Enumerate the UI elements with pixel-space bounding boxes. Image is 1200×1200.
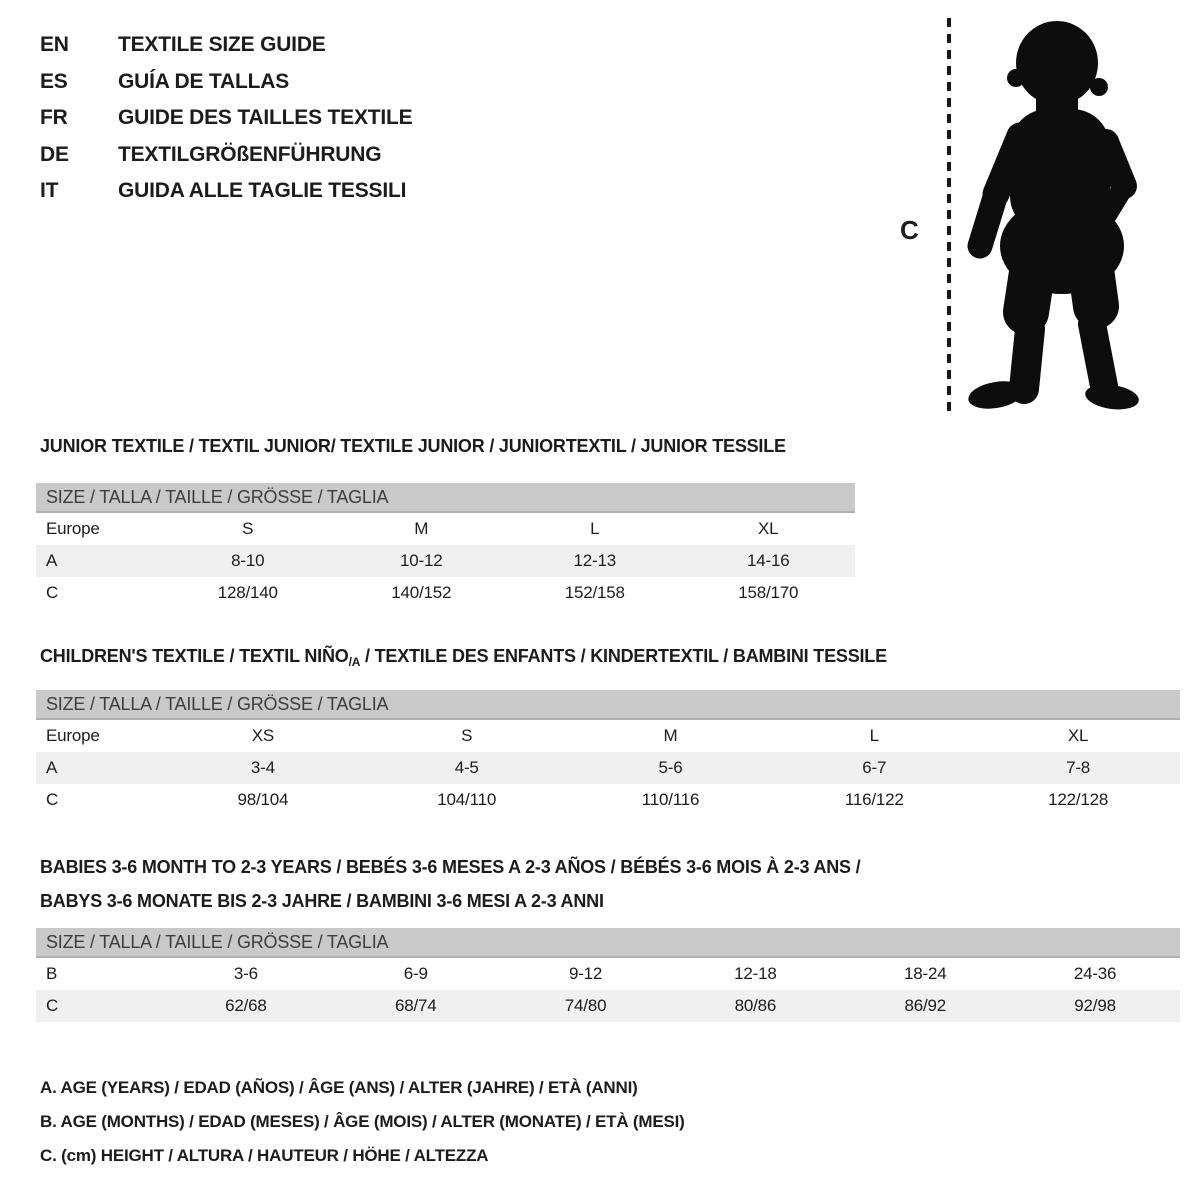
junior-size-table-block: [36, 483, 855, 609]
size-cell: M: [663, 726, 678, 745]
babies-title-line-2: BABYS 3-6 MONATE BIS 2-3 JAHRE / BAMBINI 3-6 MESI A 2-3 ANNI: [40, 891, 604, 911]
lang-title: TEXTILE SIZE GUIDE: [118, 33, 326, 57]
value-cell: 104/110: [437, 790, 497, 809]
value-cell: 3-6: [233, 964, 258, 983]
height-row: [36, 784, 1180, 816]
value-cell: 6-9: [403, 964, 428, 983]
children-title-after: / TEXTILE DES ENFANTS / KINDERTEXTIL / BAMBINI TESSILE: [360, 646, 887, 666]
height-measure-label: C: [900, 215, 919, 245]
size-cell: S: [242, 519, 254, 538]
lang-title: GUÍA DE TALLAS: [118, 69, 290, 93]
row-label-cell: Europe: [46, 726, 100, 745]
footnote-b: B. AGE (MONTHS) / EDAD (MESES) / ÂGE (MOIS) / ALTER (MONATE) / ETÀ (MESI): [40, 1112, 685, 1131]
footnote-c: C. (cm) HEIGHT / ALTURA / HAUTEUR / HÖHE / ALTEZZA: [40, 1146, 489, 1165]
toddler-silhouette-icon: [958, 14, 1142, 416]
size-cell: XL: [758, 519, 779, 538]
value-cell: 5-6: [658, 758, 683, 777]
lang-code: EN: [40, 33, 69, 57]
value-cell: 9-12: [568, 964, 603, 983]
value-cell: 62/68: [225, 996, 267, 1015]
size-header-bar: SIZE / TALLA / TAILLE / GRÖSSE / TAGLIA: [36, 483, 855, 513]
children-size-table: [36, 720, 1180, 816]
value-cell: 14-16: [747, 551, 790, 570]
value-cell: 74/80: [564, 996, 607, 1015]
height-row: [36, 577, 855, 609]
size-label-row: [36, 513, 855, 545]
value-cell: 8-10: [231, 551, 265, 570]
junior-size-table: [36, 513, 855, 609]
age-row: [36, 752, 1180, 784]
value-cell: 12-13: [573, 551, 616, 570]
lang-row-es: [40, 64, 412, 101]
value-cell: 128/140: [217, 583, 278, 602]
children-size-table-block: [36, 690, 1180, 816]
lang-code: DE: [40, 142, 69, 166]
lang-title: GUIDE DES TAILLES TEXTILE: [118, 106, 413, 130]
row-label-cell: C: [46, 583, 59, 602]
value-cell: 152/158: [564, 583, 625, 602]
value-cell: 98/104: [237, 790, 289, 809]
height-row: [36, 990, 1180, 1022]
value-cell: 4-5: [454, 758, 479, 777]
row-label-cell: A: [46, 758, 58, 777]
lang-row-it: [40, 173, 412, 210]
footnotes: [40, 1071, 685, 1173]
lang-code: IT: [40, 179, 59, 203]
value-cell: 18-24: [903, 964, 947, 983]
value-cell: 7-8: [1066, 758, 1091, 777]
row-label-cell: Europe: [46, 519, 100, 538]
lang-row-en: [40, 27, 412, 64]
size-label-row: [36, 720, 1180, 752]
size-cell: S: [461, 726, 473, 745]
babies-size-table-block: [36, 928, 1180, 1022]
age-row: [36, 545, 855, 577]
value-cell: 110/116: [641, 790, 700, 809]
value-cell: 10-12: [400, 551, 443, 570]
junior-section-title: JUNIOR TEXTILE / TEXTIL JUNIOR/ TEXTILE JUNIOR / JUNIORTEXTIL / JUNIOR TESSILE: [40, 436, 786, 456]
babies-size-table: [36, 958, 1180, 1022]
value-cell: 86/92: [904, 996, 946, 1015]
size-cell: L: [590, 519, 600, 538]
value-cell: 3-4: [250, 758, 275, 777]
row-label-cell: C: [46, 790, 59, 809]
lang-row-de: [40, 137, 412, 174]
value-cell: 12-18: [734, 964, 777, 983]
size-cell: L: [869, 726, 879, 745]
value-cell: 116/122: [844, 790, 904, 809]
lang-code: ES: [40, 69, 68, 93]
size-cell: M: [414, 519, 429, 538]
size-header-bar: SIZE / TALLA / TAILLE / GRÖSSE / TAGLIA: [36, 690, 1180, 720]
lang-row-fr: [40, 100, 412, 137]
children-title-before: CHILDREN'S TEXTILE / TEXTIL NIÑO: [40, 646, 349, 666]
size-cell: XS: [251, 726, 275, 745]
row-label-cell: C: [46, 996, 59, 1015]
value-cell: 122/128: [1048, 790, 1109, 809]
row-label-cell: A: [46, 551, 58, 570]
value-cell: 158/170: [738, 583, 799, 602]
value-cell: 140/152: [391, 583, 452, 602]
row-label-cell: B: [46, 964, 58, 983]
size-cell: XL: [1067, 726, 1089, 745]
children-section-title: [40, 646, 887, 667]
lang-title: GUIDA ALLE TAGLIE TESSILI: [118, 179, 407, 203]
value-cell: 6-7: [862, 758, 887, 777]
children-title-sub: /A: [348, 655, 361, 669]
footnote-a: A. AGE (YEARS) / EDAD (AÑOS) / ÂGE (ANS) / ALTER (JAHRE) / ETÀ (ANNI): [40, 1078, 638, 1097]
height-measure-dashed-line: [947, 18, 951, 415]
lang-title: TEXTILGRÖßENFÜHRUNG: [118, 142, 382, 166]
size-header-bar: SIZE / TALLA / TAILLE / GRÖSSE / TAGLIA: [36, 928, 1180, 958]
value-cell: 80/86: [734, 996, 777, 1015]
babies-title-line-1: BABIES 3-6 MONTH TO 2-3 YEARS / BEBÉS 3-6 MESES A 2-3 AÑOS / BÉBÉS 3-6 MOIS À 2-3 ANS /: [40, 857, 861, 877]
language-legend: [40, 27, 412, 210]
value-cell: 92/98: [1074, 996, 1116, 1015]
age-months-row: [36, 958, 1180, 990]
value-cell: 68/74: [394, 996, 437, 1015]
lang-code: FR: [40, 106, 68, 130]
value-cell: 24-36: [1073, 964, 1117, 983]
babies-section-title: [40, 850, 860, 918]
